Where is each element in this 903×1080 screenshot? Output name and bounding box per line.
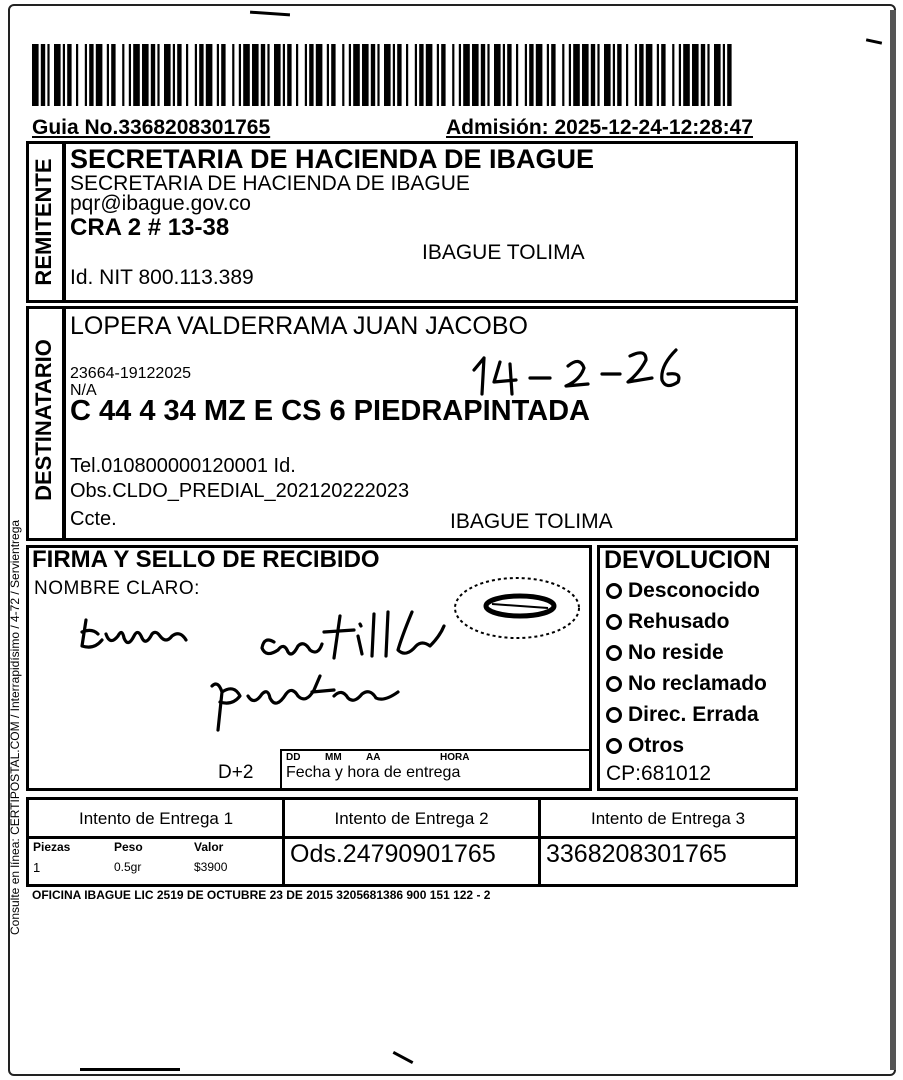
barcode-bar bbox=[362, 44, 369, 106]
barcode-bar bbox=[441, 44, 445, 106]
barcode-bar bbox=[76, 44, 78, 106]
barcode-bar bbox=[397, 44, 401, 106]
barcode-bar bbox=[331, 44, 335, 106]
recipient-divider bbox=[62, 306, 66, 541]
barcode-bar bbox=[626, 44, 628, 106]
barcode-bar bbox=[657, 44, 659, 106]
recipient-na: N/A bbox=[70, 382, 97, 399]
barcode-bar bbox=[283, 44, 285, 106]
valor-label: Valor bbox=[194, 840, 224, 854]
barcode-bar bbox=[573, 44, 580, 106]
radio-circle-icon bbox=[606, 676, 622, 692]
barcode-bar bbox=[142, 44, 149, 106]
barcode-bar bbox=[47, 44, 49, 106]
ods-number: Ods.24790901765 bbox=[290, 840, 496, 868]
barcode-bar bbox=[701, 44, 705, 106]
return-option-label: No reclamado bbox=[628, 671, 767, 695]
barcode-bar bbox=[316, 44, 323, 106]
recipient-ccte: Ccte. bbox=[70, 508, 117, 530]
recipient-reference: 23664-19122025 bbox=[70, 365, 192, 382]
barcode-bar bbox=[646, 44, 653, 106]
barcode-bar bbox=[672, 44, 674, 106]
handwritten-signature bbox=[72, 606, 472, 742]
barcode-bar bbox=[252, 44, 259, 106]
radio-circle-icon bbox=[606, 738, 622, 754]
radio-circle-icon bbox=[606, 645, 622, 661]
return-option-no-reside[interactable] bbox=[606, 637, 767, 668]
barcode-bar bbox=[267, 44, 269, 106]
radio-circle-icon bbox=[606, 614, 622, 630]
barcode-bar bbox=[569, 44, 571, 106]
sender-nit: Id. NIT 800.113.389 bbox=[70, 266, 254, 289]
barcode-bar bbox=[63, 44, 65, 106]
barcode-bar bbox=[186, 44, 188, 106]
guide-number-large: 3368208301765 bbox=[546, 840, 727, 868]
handwritten-date bbox=[470, 340, 700, 400]
sender-email: pqr@ibague.gov.co bbox=[70, 192, 251, 215]
barcode-bar bbox=[503, 44, 505, 106]
sender-divider bbox=[62, 141, 66, 303]
barcode-bar bbox=[406, 44, 408, 106]
barcode-bar bbox=[157, 44, 159, 106]
attempt-1-label: Intento de Entrega 1 bbox=[78, 809, 234, 828]
barcode-bar bbox=[591, 44, 595, 106]
barcode-bar bbox=[177, 44, 181, 106]
barcode-bar bbox=[707, 44, 709, 106]
barcode-bar bbox=[206, 44, 213, 106]
recipient-name: LOPERA VALDERRAMA JUAN JACOBO bbox=[70, 312, 528, 340]
barcode-bar bbox=[723, 44, 725, 106]
recipient-address: C 44 4 34 MZ E CS 6 PIEDRAPINTADA bbox=[70, 395, 590, 427]
return-option-no-reclamado[interactable] bbox=[606, 668, 767, 699]
barcode-bar bbox=[261, 44, 265, 106]
barcode-bar bbox=[107, 44, 109, 106]
return-option-label: Direc. Errada bbox=[628, 702, 759, 726]
barcode-bar bbox=[232, 44, 234, 106]
barcode-bar bbox=[111, 44, 115, 106]
barcode-bar bbox=[327, 44, 329, 106]
scan-mark-bottom-left bbox=[80, 1068, 180, 1071]
barcode-bar bbox=[122, 44, 124, 106]
return-title: DEVOLUCION bbox=[604, 546, 771, 574]
service-code: D+2 bbox=[218, 762, 254, 783]
sender-city: IBAGUE TOLIMA bbox=[422, 241, 585, 264]
barcode-bar bbox=[342, 44, 344, 106]
peso-label: Peso bbox=[114, 840, 143, 854]
barcode-bar bbox=[727, 44, 731, 106]
receipt-name-label: NOMBRE CLARO: bbox=[34, 578, 200, 599]
return-option-label: Otros bbox=[628, 733, 685, 757]
barcode-bar bbox=[384, 44, 391, 106]
barcode-bar bbox=[221, 44, 225, 106]
date-mm-header: MM bbox=[325, 752, 342, 763]
barcode-bar bbox=[437, 44, 439, 106]
valor-value: $3900 bbox=[194, 860, 228, 874]
barcode-bar bbox=[305, 44, 307, 106]
sender-address: CRA 2 # 13-38 bbox=[70, 214, 230, 241]
date-dd-header: DD bbox=[286, 752, 301, 763]
barcode-bar bbox=[426, 44, 433, 106]
footer-office-info: OFICINA IBAGUE LIC 2519 DE OCTUBRE 23 DE 2015 3205681386 900 151 122 - 2 bbox=[32, 888, 491, 902]
date-hora-header: HORA bbox=[440, 752, 470, 763]
barcode-bar bbox=[661, 44, 665, 106]
return-option-desconocido[interactable] bbox=[606, 575, 767, 606]
barcode-bar bbox=[274, 44, 281, 106]
piezas-value: 1 bbox=[33, 860, 41, 875]
receipt-title: FIRMA Y SELLO DE RECIBIDO bbox=[32, 546, 380, 573]
barcode-bar bbox=[217, 44, 219, 106]
barcode-bar bbox=[173, 44, 175, 106]
attempt-3-label: Intento de Entrega 3 bbox=[590, 809, 746, 828]
barcode-bar bbox=[353, 44, 360, 106]
barcode-bar bbox=[529, 44, 533, 106]
radio-circle-icon bbox=[606, 707, 622, 723]
piezas-label: Piezas bbox=[33, 840, 71, 854]
barcode-bar bbox=[349, 44, 351, 106]
barcode-bar bbox=[551, 44, 555, 106]
return-option-label: Desconocido bbox=[628, 578, 760, 602]
barcode-bar bbox=[639, 44, 643, 106]
barcode-bar bbox=[613, 44, 615, 106]
sender-name-sub: SECRETARIA DE HACIENDA DE IBAGUE bbox=[70, 172, 470, 195]
attempt-2-label: Intento de Entrega 2 bbox=[334, 809, 489, 828]
barcode-bar bbox=[459, 44, 461, 106]
recipient-section-label: DESTINATARIO bbox=[31, 339, 56, 501]
barcode-bar bbox=[195, 44, 197, 106]
barcode-bar bbox=[582, 44, 589, 106]
recipient-obs: Obs.CLDO_PREDIAL_202120222023 bbox=[70, 480, 410, 502]
barcode-bar bbox=[199, 44, 203, 106]
peso-value: 0.5gr bbox=[114, 860, 142, 874]
barcode-bar bbox=[41, 44, 45, 106]
barcode-bar bbox=[377, 44, 379, 106]
barcode-bar bbox=[714, 44, 721, 106]
barcode-bar bbox=[472, 44, 479, 106]
sender-name-main: SECRETARIA DE HACIENDA DE IBAGUE bbox=[70, 144, 595, 174]
barcode-bar bbox=[683, 44, 690, 106]
return-postal-code: CP:681012 bbox=[606, 762, 712, 785]
barcode-bar bbox=[85, 44, 87, 106]
barcode-bar bbox=[67, 44, 71, 106]
attempts-row-divider bbox=[26, 836, 798, 839]
barcode-bar bbox=[487, 44, 489, 106]
return-option-rehusado[interactable] bbox=[606, 606, 767, 637]
barcode-bar bbox=[562, 44, 564, 106]
barcode-bar bbox=[89, 44, 93, 106]
barcode-bar bbox=[54, 44, 61, 106]
barcode-bar bbox=[393, 44, 395, 106]
barcode-bar bbox=[463, 44, 470, 106]
barcode-bar bbox=[604, 44, 611, 106]
barcode-bar bbox=[481, 44, 485, 106]
return-option-direc-errada[interactable] bbox=[606, 699, 767, 730]
barcode-bar bbox=[679, 44, 681, 106]
barcode-bar bbox=[164, 44, 171, 106]
barcode-bar bbox=[151, 44, 155, 106]
barcode-bar bbox=[32, 44, 39, 106]
barcode-bar bbox=[692, 44, 699, 106]
barcode-bar bbox=[243, 44, 250, 106]
return-options bbox=[606, 575, 767, 761]
barcode-bar bbox=[597, 44, 599, 106]
barcode-bar bbox=[516, 44, 518, 106]
barcode-bar bbox=[617, 44, 621, 106]
date-aa-header: AA bbox=[366, 752, 381, 763]
right-edge-shadow bbox=[890, 10, 896, 1070]
barcode bbox=[32, 44, 732, 106]
barcode-bar bbox=[129, 44, 131, 106]
barcode-bar bbox=[419, 44, 423, 106]
barcode-bar bbox=[96, 44, 103, 106]
barcode-bar bbox=[494, 44, 501, 106]
date-caption: Fecha y hora de entrega bbox=[286, 764, 461, 781]
admission-label: Admisión: 2025-12-24-12:28:47 bbox=[446, 116, 753, 139]
barcode-bar bbox=[133, 44, 140, 106]
barcode-bar bbox=[415, 44, 417, 106]
barcode-bar bbox=[547, 44, 549, 106]
side-disclaimer: Consulte en línea: CERTIPOSTAL.COM / Interrapidísimo / 4-72 / Servientrega bbox=[8, 519, 22, 935]
barcode-bar bbox=[309, 44, 313, 106]
barcode-bar bbox=[239, 44, 241, 106]
recipient-city: IBAGUE TOLIMA bbox=[450, 510, 613, 533]
barcode-bar bbox=[371, 44, 375, 106]
return-option-label: Rehusado bbox=[628, 609, 730, 633]
barcode-bar bbox=[536, 44, 543, 106]
barcode-bar bbox=[507, 44, 511, 106]
barcode-bar bbox=[525, 44, 527, 106]
barcode-bar bbox=[296, 44, 298, 106]
guide-number-label: Guia No.3368208301765 bbox=[32, 116, 271, 139]
return-option-otros[interactable] bbox=[606, 730, 767, 761]
recipient-phone: Tel.010800000120001 Id. bbox=[70, 455, 296, 477]
barcode-bar bbox=[635, 44, 637, 106]
sender-section-label: REMITENTE bbox=[31, 158, 56, 286]
radio-circle-icon bbox=[606, 583, 622, 599]
barcode-bar bbox=[452, 44, 454, 106]
barcode-bar bbox=[287, 44, 291, 106]
return-option-label: No reside bbox=[628, 640, 724, 664]
